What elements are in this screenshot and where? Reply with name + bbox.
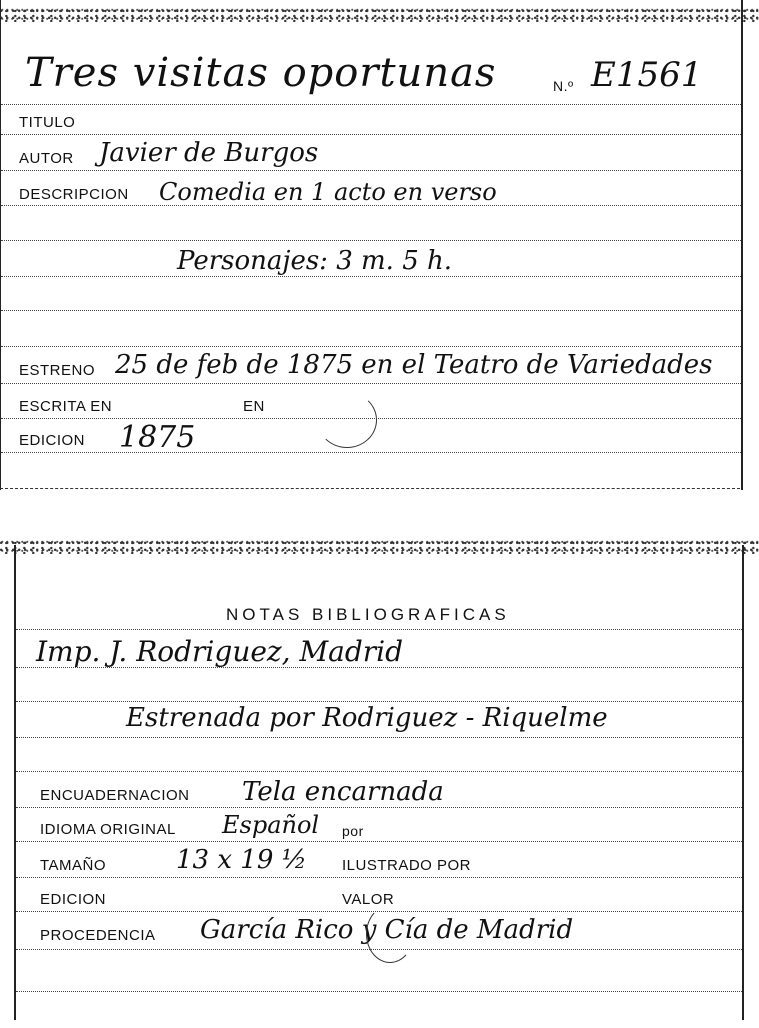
rule <box>16 771 742 772</box>
tamano-label: TAMAÑO <box>40 857 107 874</box>
title-handwritten: Tres visitas oportunas <box>25 50 497 96</box>
idioma-handwritten: Español <box>222 811 320 839</box>
en-label: EN <box>243 398 265 415</box>
rule <box>16 629 742 630</box>
estreno-label: ESTRENO <box>19 362 96 379</box>
catalog-number-handwritten: E1561 <box>591 55 703 95</box>
descripcion-label: DESCRIPCION <box>19 186 129 203</box>
card-top-bottom-edge <box>0 488 740 489</box>
rule <box>1 170 741 171</box>
escrita-en-label: ESCRITA EN <box>19 398 113 415</box>
rule <box>16 737 742 738</box>
estreno-handwritten: 25 de feb de 1875 en el Teatro de Variedades <box>115 350 713 380</box>
rule <box>16 701 742 702</box>
punch-hole-mark <box>317 392 377 448</box>
autor-label: AUTOR <box>19 150 74 167</box>
valor-label: VALOR <box>342 891 395 908</box>
autor-handwritten: Javier de Burgos <box>99 138 319 168</box>
ilustrado-por-label: ILUSTRADO POR <box>342 857 472 874</box>
rule <box>1 240 741 241</box>
rule <box>16 667 742 668</box>
tamano-handwritten: 13 x 19 ½ <box>176 845 307 875</box>
notas-bibliograficas-heading: NOTAS BIBLIOGRAFICAS <box>226 605 510 624</box>
procedencia-handwritten: García Rico y Cía de Madrid <box>200 915 574 945</box>
rule <box>16 877 742 878</box>
rule <box>1 276 741 277</box>
edicion-label: EDICION <box>19 432 86 449</box>
por-label: por <box>342 823 364 839</box>
catalog-card-bottom <box>14 545 744 1020</box>
note-line-2: Estrenada por Rodriguez - Riquelme <box>126 703 608 733</box>
rule <box>1 383 741 384</box>
personajes-handwritten: Personajes: 3 m. 5 h. <box>177 246 453 276</box>
edicion-handwritten: 1875 <box>119 420 196 455</box>
encuadernacion-handwritten: Tela encarnada <box>242 777 444 807</box>
procedencia-label: PROCEDENCIA <box>40 927 156 944</box>
rule <box>1 310 741 311</box>
note-line-1: Imp. J. Rodriguez, Madrid <box>36 635 404 668</box>
rule <box>1 205 741 206</box>
descripcion-handwritten: Comedia en 1 acto en verso <box>159 178 497 206</box>
titulo-label: TITULO <box>19 114 76 131</box>
edicion-label-bottom: EDICION <box>40 891 107 908</box>
rule <box>1 104 741 105</box>
rule <box>16 841 742 842</box>
rule <box>16 991 742 992</box>
idioma-original-label: IDIOMA ORIGINAL <box>40 821 176 838</box>
encuadernacion-label: ENCUADERNACION <box>40 787 190 804</box>
punch-hole-mark <box>366 905 414 963</box>
rule <box>1 452 741 453</box>
catalog-card-top <box>0 0 743 490</box>
rule <box>16 807 742 808</box>
number-label: N.º <box>553 78 574 94</box>
rule <box>1 134 741 135</box>
rule <box>1 346 741 347</box>
